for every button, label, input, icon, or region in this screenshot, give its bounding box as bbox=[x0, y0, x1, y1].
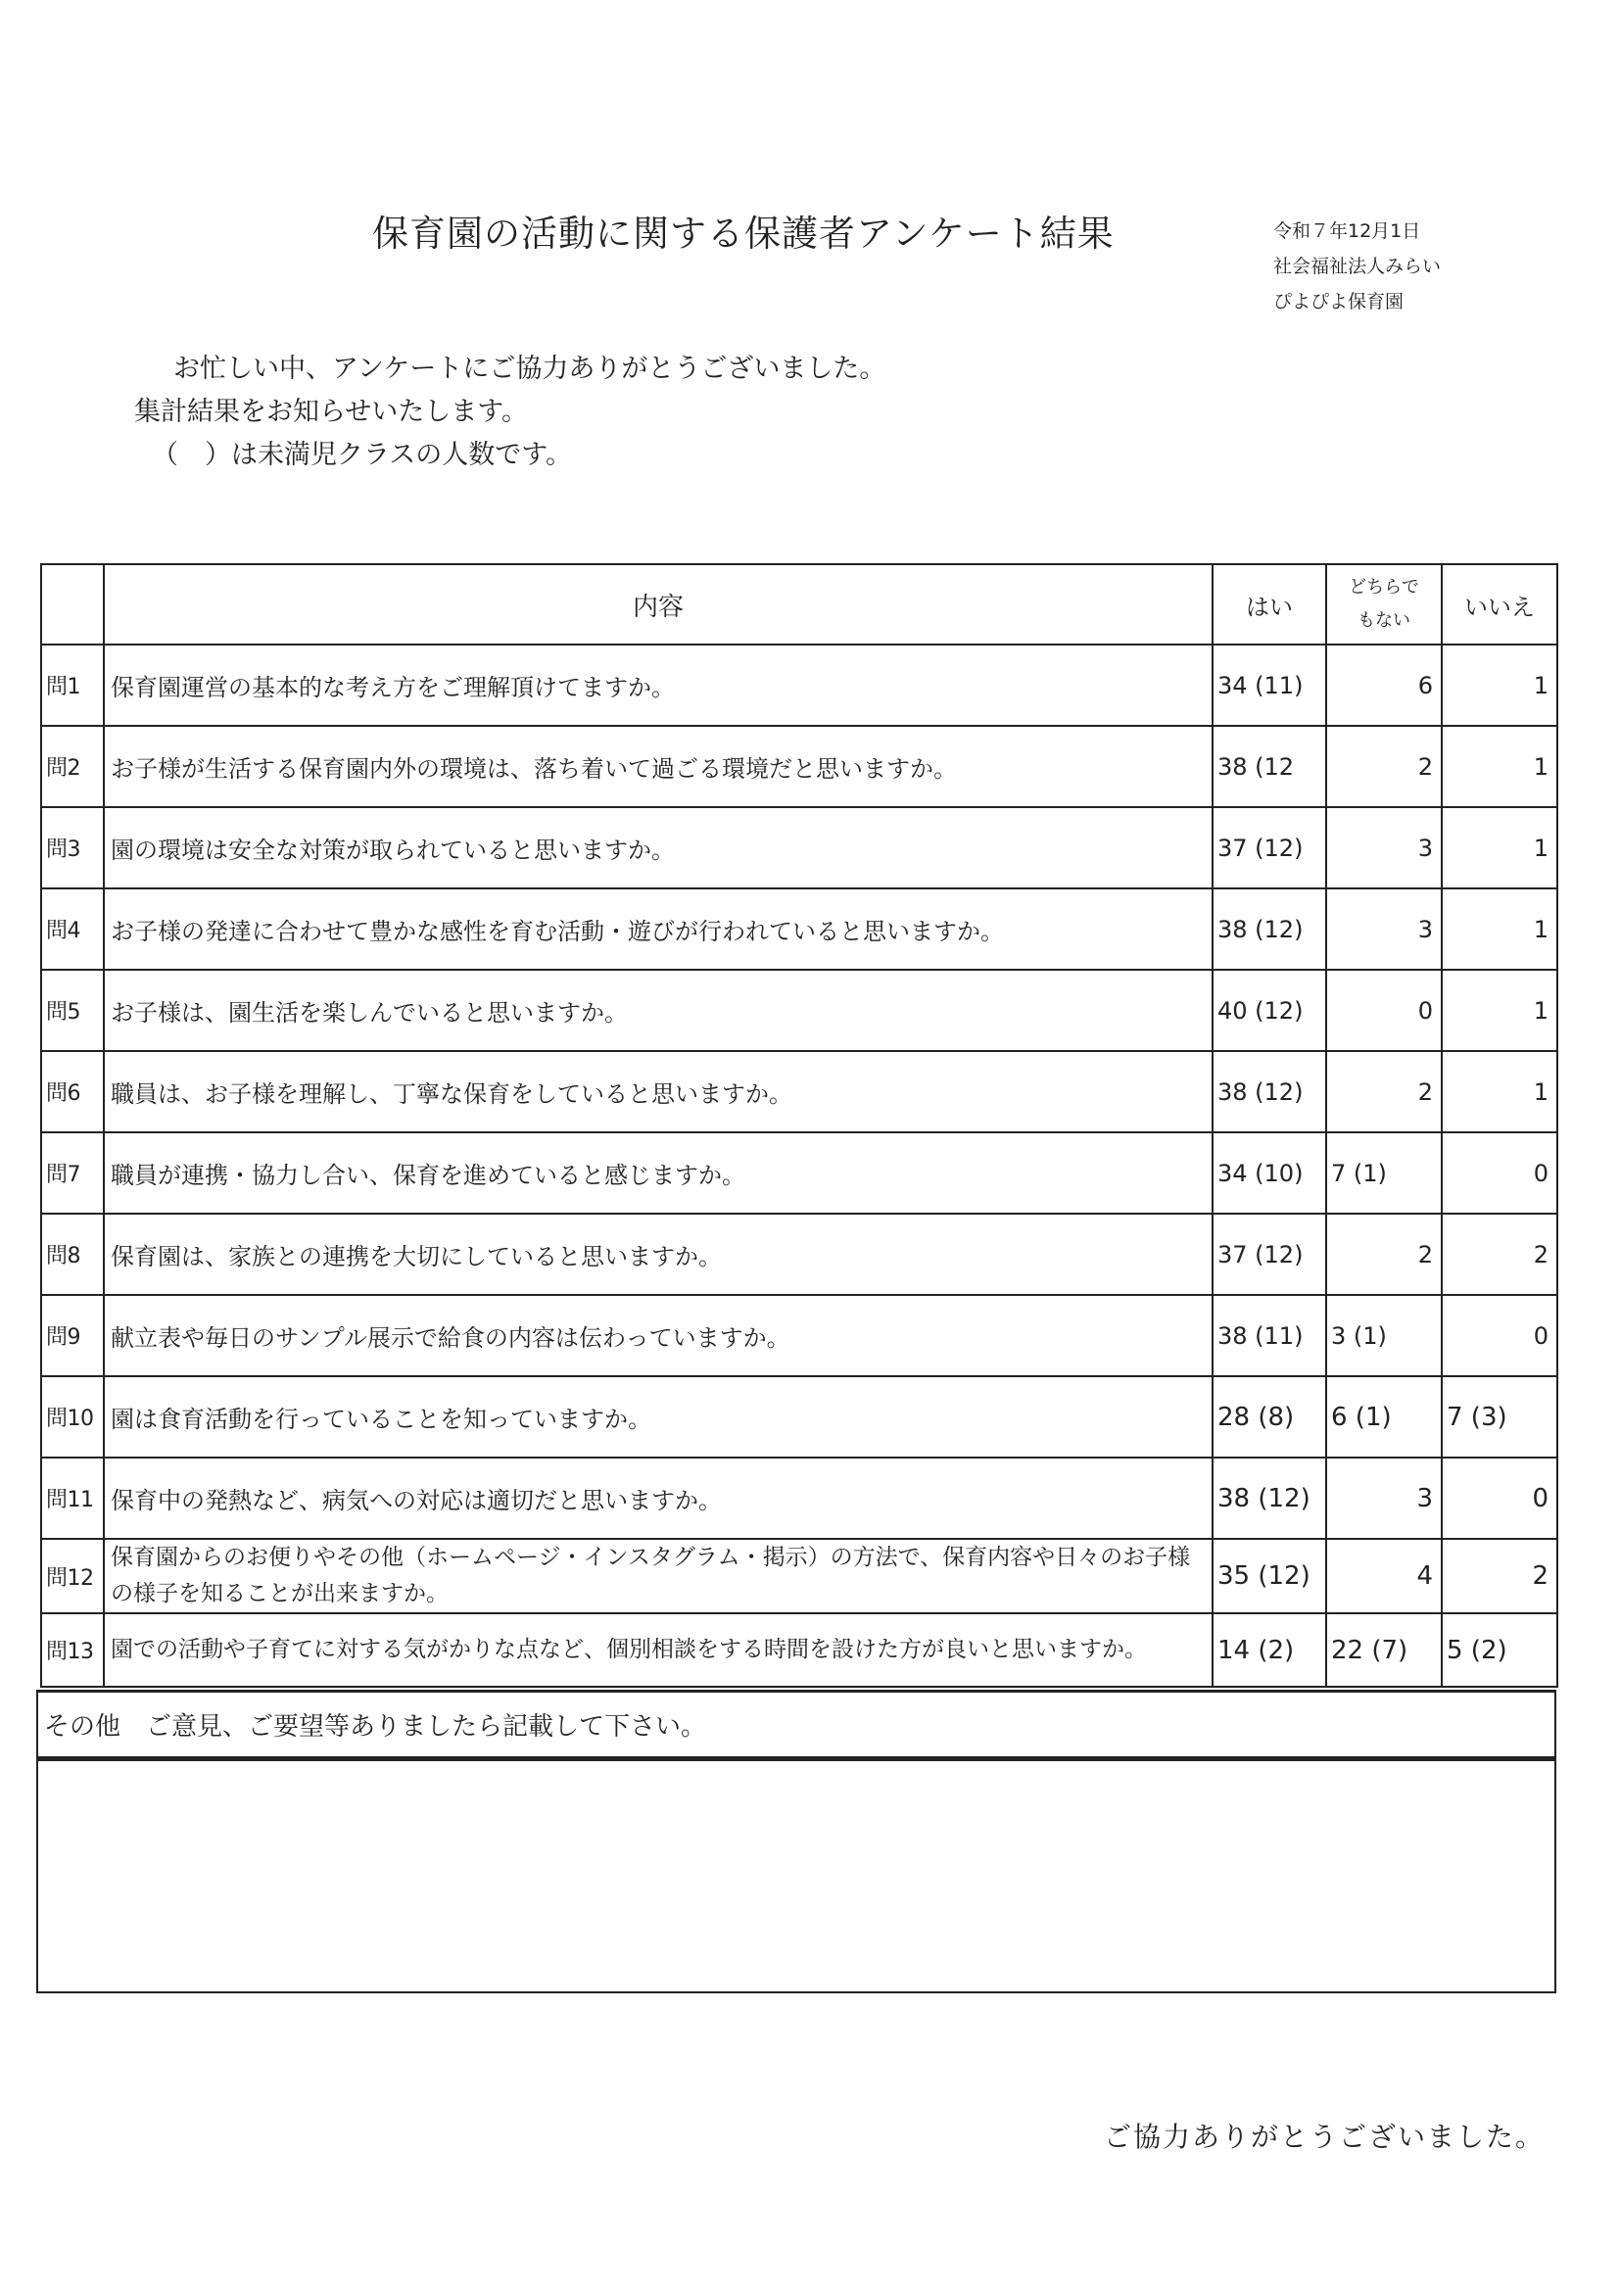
header-neutral-line2: もない bbox=[1358, 610, 1410, 631]
question-text: 職員が連携・協力し合い、保育を進めていると感じますか。 bbox=[104, 1132, 1213, 1214]
neutral-count: 6 bbox=[1326, 645, 1442, 726]
neutral-count: 3 bbox=[1326, 888, 1442, 970]
question-number: 問4 bbox=[41, 888, 104, 970]
table-row bbox=[41, 1295, 1557, 1376]
question-text: 献立表や毎日のサンプル展示で給食の内容は伝わっていますか。 bbox=[104, 1295, 1213, 1376]
question-text: 職員は、お子様を理解し、丁寧な保育をしていると思いますか。 bbox=[104, 1051, 1213, 1132]
question-number: 問5 bbox=[41, 970, 104, 1051]
yes-count: 38 (12) bbox=[1213, 888, 1326, 970]
intro-line-note: （ ）は未満児クラスの人数です。 bbox=[152, 440, 573, 470]
survey-results-table bbox=[40, 563, 1558, 1688]
question-number: 問3 bbox=[41, 807, 104, 888]
yes-count: 34 (11) bbox=[1213, 645, 1326, 726]
no-count: 1 bbox=[1442, 807, 1557, 888]
yes-count: 38 (12) bbox=[1213, 1051, 1326, 1132]
question-number: 問1 bbox=[41, 645, 104, 726]
yes-count: 40 (12) bbox=[1213, 970, 1326, 1051]
question-number: 問2 bbox=[41, 726, 104, 807]
table-row bbox=[41, 1214, 1557, 1295]
no-count: 0 bbox=[1442, 1132, 1557, 1214]
no-count: 1 bbox=[1442, 888, 1557, 970]
neutral-count: 4 bbox=[1326, 1539, 1442, 1613]
issue-date: 令和７年12月1日 bbox=[1273, 220, 1421, 242]
header-no: いいえ bbox=[1442, 564, 1557, 645]
neutral-count: 3 bbox=[1326, 807, 1442, 888]
intro-text bbox=[134, 348, 885, 477]
table-row bbox=[41, 1613, 1557, 1687]
document-meta bbox=[1273, 214, 1441, 319]
header-number bbox=[41, 564, 104, 645]
question-text: 保育園からのお便りやその他（ホームページ・インスタグラム・掲示）の方法で、保育内容や日々のお子様の様子を知ることが出来ますか。 bbox=[104, 1539, 1213, 1613]
table-row bbox=[41, 726, 1557, 807]
header-yes: はい bbox=[1213, 564, 1326, 645]
no-count: 2 bbox=[1442, 1214, 1557, 1295]
question-number: 問6 bbox=[41, 1051, 104, 1132]
yes-count: 14 (2) bbox=[1213, 1613, 1326, 1687]
yes-count: 35 (12) bbox=[1213, 1539, 1326, 1613]
table-row bbox=[41, 1376, 1557, 1458]
neutral-count: 3 bbox=[1326, 1458, 1442, 1539]
no-count: 1 bbox=[1442, 1051, 1557, 1132]
question-number: 問8 bbox=[41, 1214, 104, 1295]
question-text: 園での活動や子育てに対する気がかりな点など、個別相談をする時間を設けた方が良いと思いますか。 bbox=[104, 1613, 1213, 1687]
yes-count: 38 (12 bbox=[1213, 726, 1326, 807]
neutral-count: 2 bbox=[1326, 726, 1442, 807]
question-text: 園の環境は安全な対策が取られていると思いますか。 bbox=[104, 807, 1213, 888]
table-row bbox=[41, 1051, 1557, 1132]
other-comments-area bbox=[36, 1758, 1556, 1993]
yes-count: 34 (10) bbox=[1213, 1132, 1326, 1214]
question-text: 保育園運営の基本的な考え方をご理解頂けてますか。 bbox=[104, 645, 1213, 726]
question-number: 問13 bbox=[41, 1613, 104, 1687]
no-count: 1 bbox=[1442, 970, 1557, 1051]
question-text: お子様は、園生活を楽しんでいると思いますか。 bbox=[104, 970, 1213, 1051]
neutral-count: 7 (1) bbox=[1326, 1132, 1442, 1214]
question-text: お子様の発達に合わせて豊かな感性を育む活動・遊びが行われていると思いますか。 bbox=[104, 888, 1213, 970]
no-count: 0 bbox=[1442, 1458, 1557, 1539]
neutral-count: 3 (1) bbox=[1326, 1295, 1442, 1376]
no-count: 1 bbox=[1442, 645, 1557, 726]
question-text: 保育中の発熱など、病気への対応は適切だと思いますか。 bbox=[104, 1458, 1213, 1539]
table-row bbox=[41, 1539, 1557, 1613]
neutral-count: 2 bbox=[1326, 1214, 1442, 1295]
table-row bbox=[41, 1132, 1557, 1214]
table-row bbox=[41, 888, 1557, 970]
question-text: 保育園は、家族との連携を大切にしていると思いますか。 bbox=[104, 1214, 1213, 1295]
question-number: 問9 bbox=[41, 1295, 104, 1376]
document-title: 保育園の活動に関する保護者アンケート結果 bbox=[372, 213, 1115, 255]
other-comments-label: その他 ご意見、ご要望等ありましたら記載して下さい。 bbox=[36, 1690, 1556, 1758]
neutral-count: 22 (7) bbox=[1326, 1613, 1442, 1687]
no-count: 5 (2) bbox=[1442, 1613, 1557, 1687]
no-count: 1 bbox=[1442, 726, 1557, 807]
yes-count: 38 (11) bbox=[1213, 1295, 1326, 1376]
table-row bbox=[41, 807, 1557, 888]
school-name: ぴよぴよ保育園 bbox=[1273, 291, 1405, 312]
no-count: 7 (3) bbox=[1442, 1376, 1557, 1458]
question-number: 問12 bbox=[41, 1539, 104, 1613]
yes-count: 28 (8) bbox=[1213, 1376, 1326, 1458]
table-row bbox=[41, 645, 1557, 726]
header-neutral-line1: どちらで bbox=[1349, 577, 1419, 598]
intro-line-thanks: お忙しい中、アンケートにご協力ありがとうございました。 bbox=[173, 354, 886, 384]
intro-line-results: 集計結果をお知らせいたします。 bbox=[134, 397, 529, 427]
neutral-count: 2 bbox=[1326, 1051, 1442, 1132]
header-neutral bbox=[1326, 564, 1442, 645]
header-content: 内容 bbox=[104, 564, 1213, 645]
neutral-count: 0 bbox=[1326, 970, 1442, 1051]
question-text: 園は食育活動を行っていることを知っていますか。 bbox=[104, 1376, 1213, 1458]
table-row bbox=[41, 970, 1557, 1051]
yes-count: 37 (12) bbox=[1213, 1214, 1326, 1295]
yes-count: 38 (12) bbox=[1213, 1458, 1326, 1539]
yes-count: 37 (12) bbox=[1213, 807, 1326, 888]
question-text: お子様が生活する保育園内外の環境は、落ち着いて過ごる環境だと思いますか。 bbox=[104, 726, 1213, 807]
table-header-row bbox=[41, 564, 1557, 645]
closing-thanks: ご協力ありがとうございました。 bbox=[1104, 2121, 1546, 2153]
no-count: 2 bbox=[1442, 1539, 1557, 1613]
question-number: 問11 bbox=[41, 1458, 104, 1539]
table-row bbox=[41, 1458, 1557, 1539]
organization-name: 社会福祉法人みらい bbox=[1273, 256, 1442, 277]
no-count: 0 bbox=[1442, 1295, 1557, 1376]
question-number: 問7 bbox=[41, 1132, 104, 1214]
neutral-count: 6 (1) bbox=[1326, 1376, 1442, 1458]
question-number: 問10 bbox=[41, 1376, 104, 1458]
